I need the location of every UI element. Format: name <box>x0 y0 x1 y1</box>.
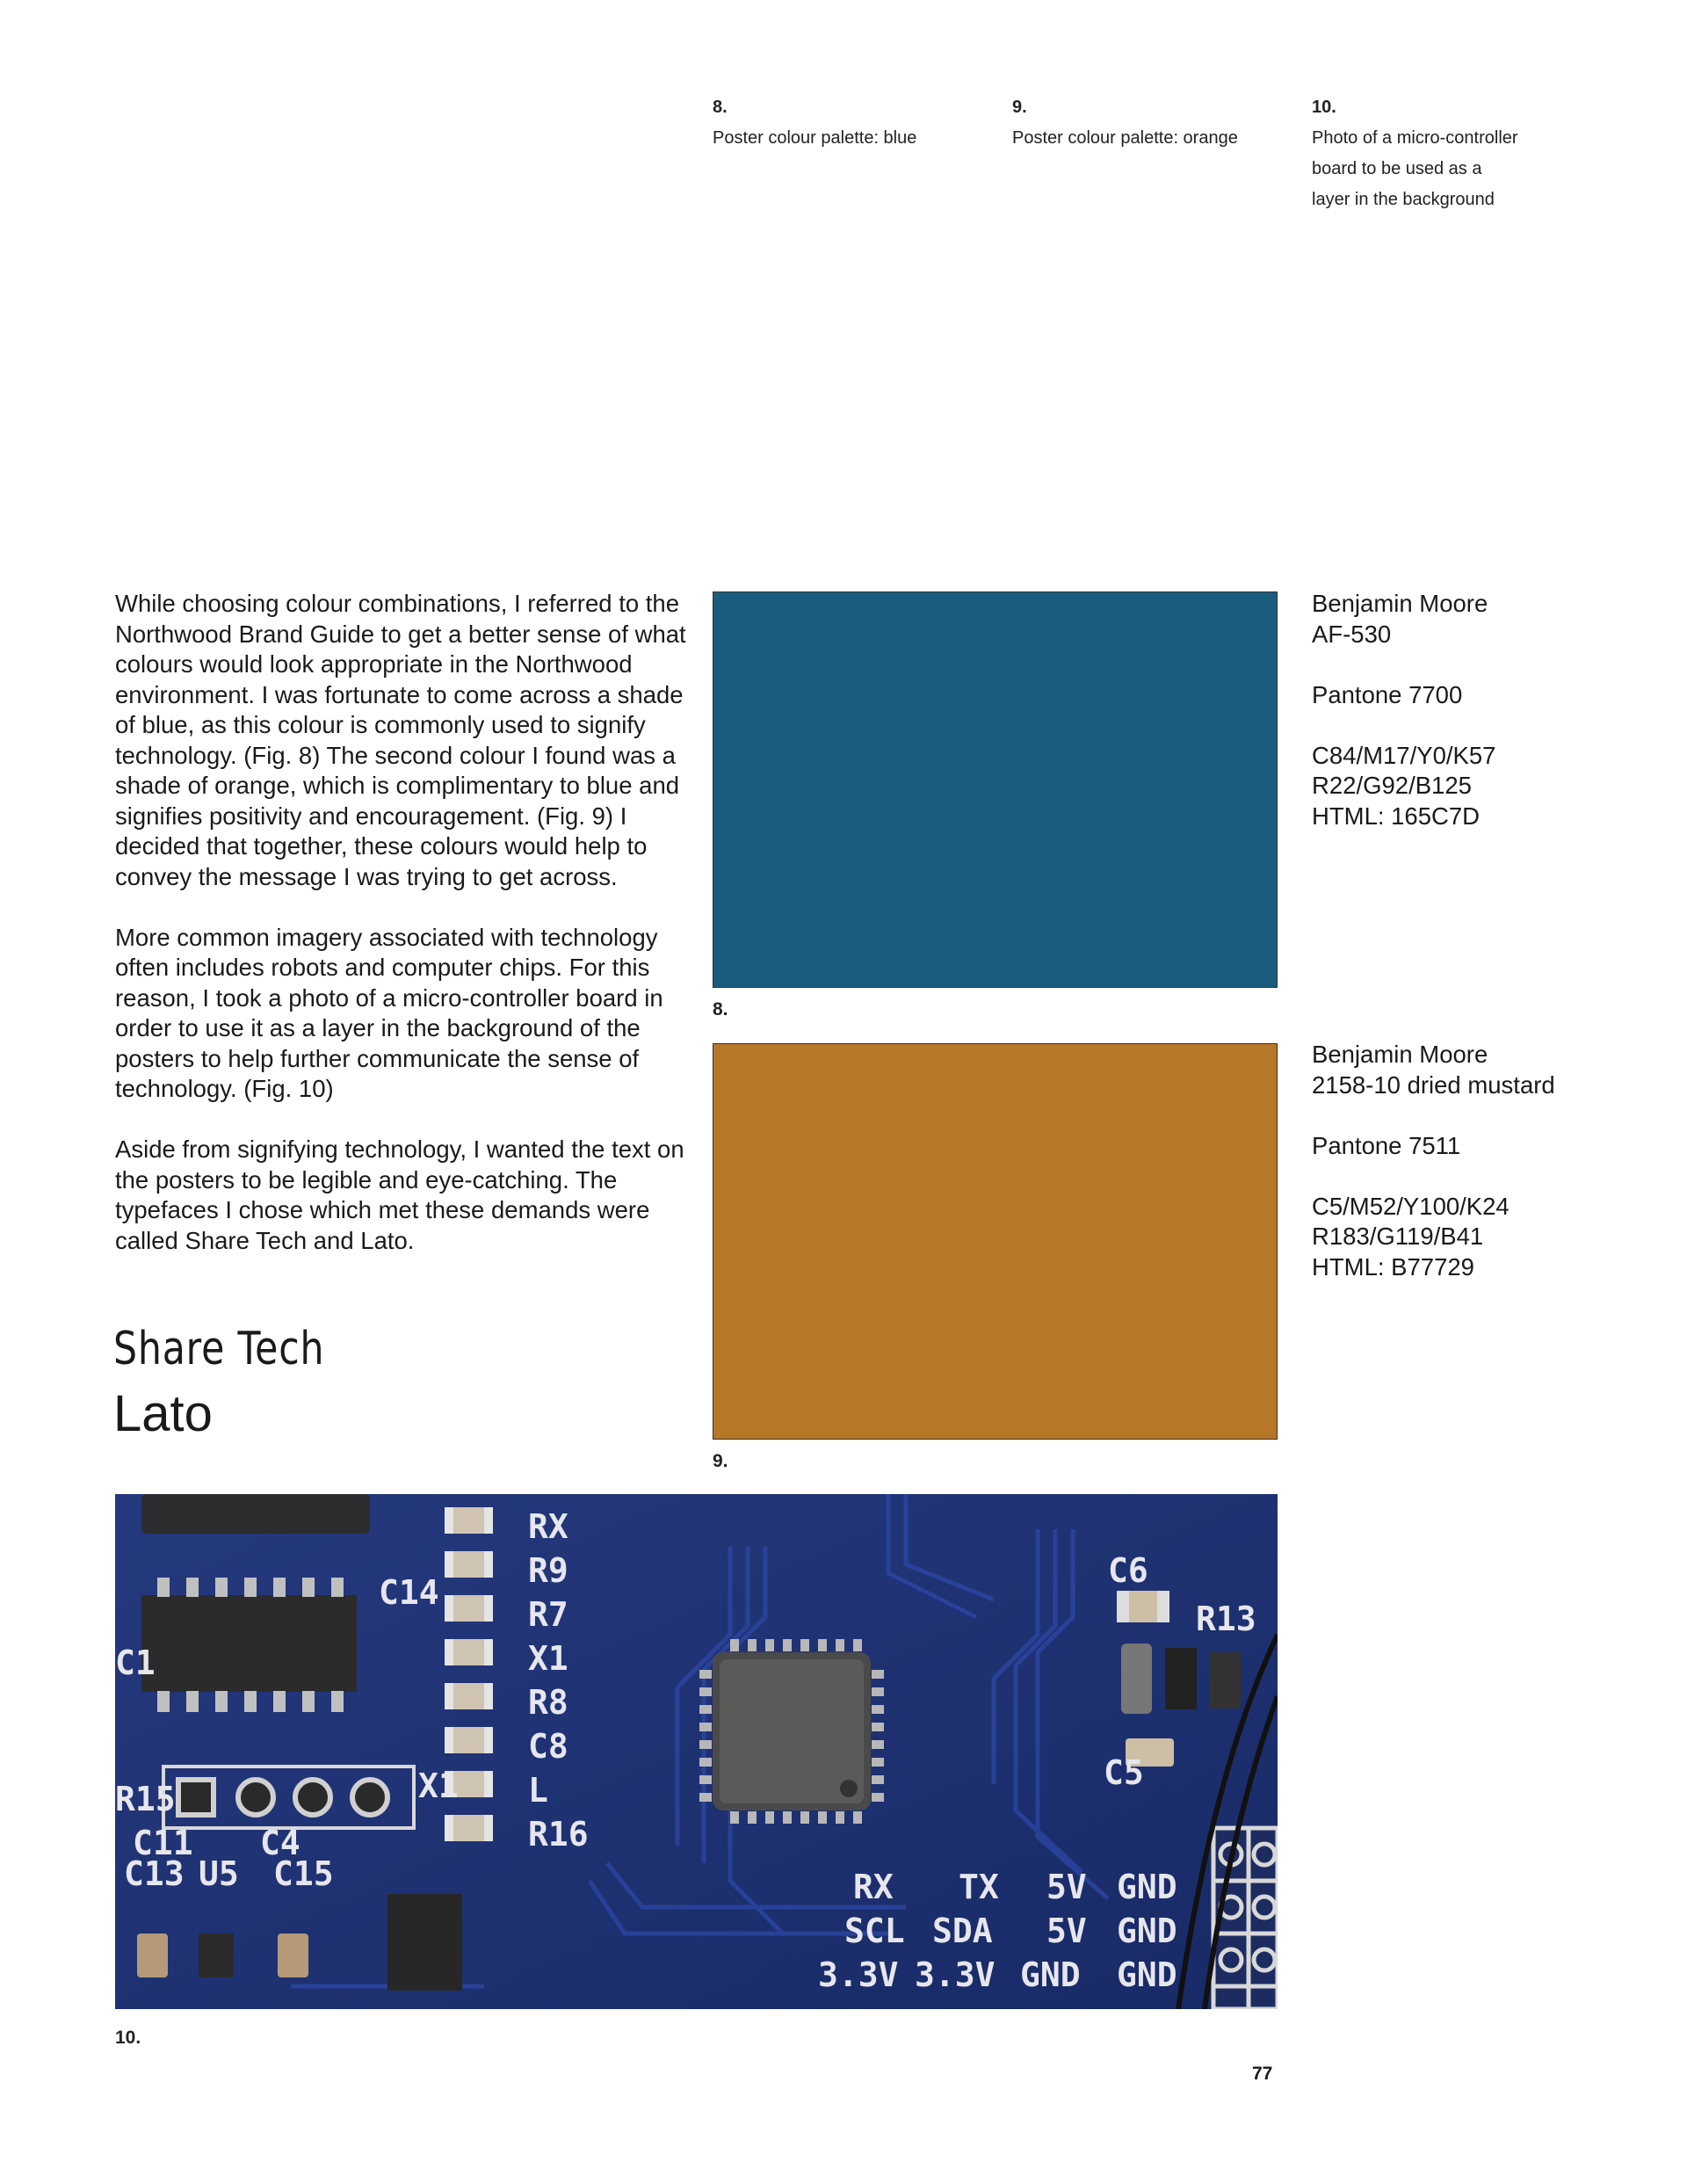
caption-line: board to be used as a <box>1312 159 1482 178</box>
silkscreen-label: 3.3V <box>818 1955 899 1994</box>
caption-fig-10 <box>1312 92 1518 215</box>
silkscreen-label: SDA <box>932 1912 993 1950</box>
silkscreen-label: L <box>528 1771 548 1810</box>
silkscreen-label: C11 <box>133 1824 193 1862</box>
silkscreen-label: RX <box>528 1507 568 1546</box>
microcontroller-photo <box>115 1494 1278 2009</box>
spec-line <box>1312 649 1575 680</box>
spec-line: Benjamin Moore <box>1312 1041 1488 1068</box>
caption-number: 9. <box>1012 98 1027 117</box>
silkscreen-label: R9 <box>528 1551 568 1590</box>
color-spec-orange <box>1312 1040 1575 1282</box>
paragraph: More common imagery associated with technology often includes robots and computer chips. For this reason, I took a photo of a micro-controller board in order to use it as a layer in the background of the posters to help further communicate the sense of technology. (Fig. 10) <box>115 923 663 1102</box>
spec-line: 2158-10 dried mustard <box>1312 1070 1555 1099</box>
caption-text: Poster colour palette: blue <box>713 128 917 148</box>
spec-line: HTML: B77729 <box>1312 1252 1474 1281</box>
spec-line: AF-530 <box>1312 620 1392 648</box>
circuit-board-illustration <box>115 1494 1278 2009</box>
silkscreen-label: SCL <box>844 1912 905 1950</box>
page-number: 77 <box>1252 2064 1273 2084</box>
silkscreen-label: R8 <box>528 1683 568 1722</box>
silkscreen-label: R15 <box>115 1780 176 1818</box>
silkscreen-label: 5V <box>1046 1868 1087 1906</box>
spec-line: Benjamin Moore <box>1312 590 1488 617</box>
silkscreen-label: C6 <box>1108 1551 1148 1590</box>
font-sample-lato: Lato <box>113 1385 213 1442</box>
spec-line <box>1312 1100 1575 1131</box>
silkscreen-label: C14 <box>379 1573 439 1612</box>
silkscreen-label: C8 <box>528 1727 568 1766</box>
spec-line <box>1312 710 1575 741</box>
silkscreen-label: C4 <box>260 1824 300 1862</box>
silkscreen-label: X1 <box>418 1767 459 1805</box>
silkscreen-label: U5 <box>199 1854 239 1893</box>
spec-line: R183/G119/B41 <box>1312 1223 1484 1250</box>
spec-line: Pantone 7511 <box>1312 1131 1461 1159</box>
spec-line: C84/M17/Y0/K57 <box>1312 741 1496 769</box>
font-sample-share-tech: Share Tech <box>113 1323 325 1375</box>
figure-label-8: 8. <box>713 999 728 1019</box>
silkscreen-label: 3.3V <box>915 1955 996 1994</box>
color-spec-blue <box>1312 589 1575 831</box>
caption-line: Photo of a micro-controller <box>1312 128 1518 148</box>
silkscreen-label: X1 <box>528 1639 568 1678</box>
paragraph: While choosing colour combinations, I referred to the Northwood Brand Guide to get a better sense of what colours would look appropriate in the Northwood environment. I was fortunate to come across a shade of blue, as this colour is commonly used to signify technology. (Fig. 8) The second colour I found was a shade of orange, which is complimentary to blue and signifies positivity and encouragement. (Fig. 9) I decided that together, these colours would help to convey the message I was trying to get across. <box>115 590 686 890</box>
caption-fig-8 <box>713 92 916 154</box>
silkscreen-label: R13 <box>1196 1600 1256 1638</box>
spec-line: C5/M52/Y100/K24 <box>1312 1192 1510 1220</box>
caption-number: 8. <box>713 98 728 117</box>
color-swatch-blue <box>713 591 1278 988</box>
silkscreen-label: GND <box>1117 1955 1177 1994</box>
spec-line: Pantone 7700 <box>1312 680 1463 708</box>
caption-fig-9 <box>1012 92 1238 154</box>
caption-line: layer in the background <box>1312 190 1495 209</box>
body-text <box>115 589 695 1287</box>
silkscreen-label: 5V <box>1046 1912 1087 1950</box>
spec-line: HTML: 165C7D <box>1312 802 1481 830</box>
silkscreen-label: TX <box>959 1868 999 1906</box>
spec-line: R22/G92/B125 <box>1312 772 1472 799</box>
silkscreen-label: RX <box>853 1868 894 1906</box>
paragraph: Aside from signifying technology, I wanted the text on the posters to be legible and eye-catching. The typefaces I chose which met these demands were called Share Tech and Lato. <box>115 1136 684 1254</box>
silkscreen-label: GND <box>1020 1955 1081 1994</box>
caption-number: 10. <box>1312 98 1336 117</box>
caption-text: Poster colour palette: orange <box>1012 128 1238 148</box>
silkscreen-label: GND <box>1117 1868 1177 1906</box>
silkscreen-label: R7 <box>528 1595 568 1634</box>
silkscreen-label: C15 <box>273 1854 334 1893</box>
figure-label-9: 9. <box>713 1451 728 1471</box>
color-swatch-orange <box>713 1043 1278 1440</box>
spec-line <box>1312 1161 1575 1192</box>
silkscreen-label: C1 <box>115 1643 156 1682</box>
figure-label-10: 10. <box>115 2028 141 2048</box>
silkscreen-label: C13 <box>124 1854 185 1893</box>
silkscreen-label: R16 <box>528 1815 589 1854</box>
silkscreen-label: C5 <box>1104 1753 1144 1792</box>
silkscreen-label: GND <box>1117 1912 1177 1950</box>
